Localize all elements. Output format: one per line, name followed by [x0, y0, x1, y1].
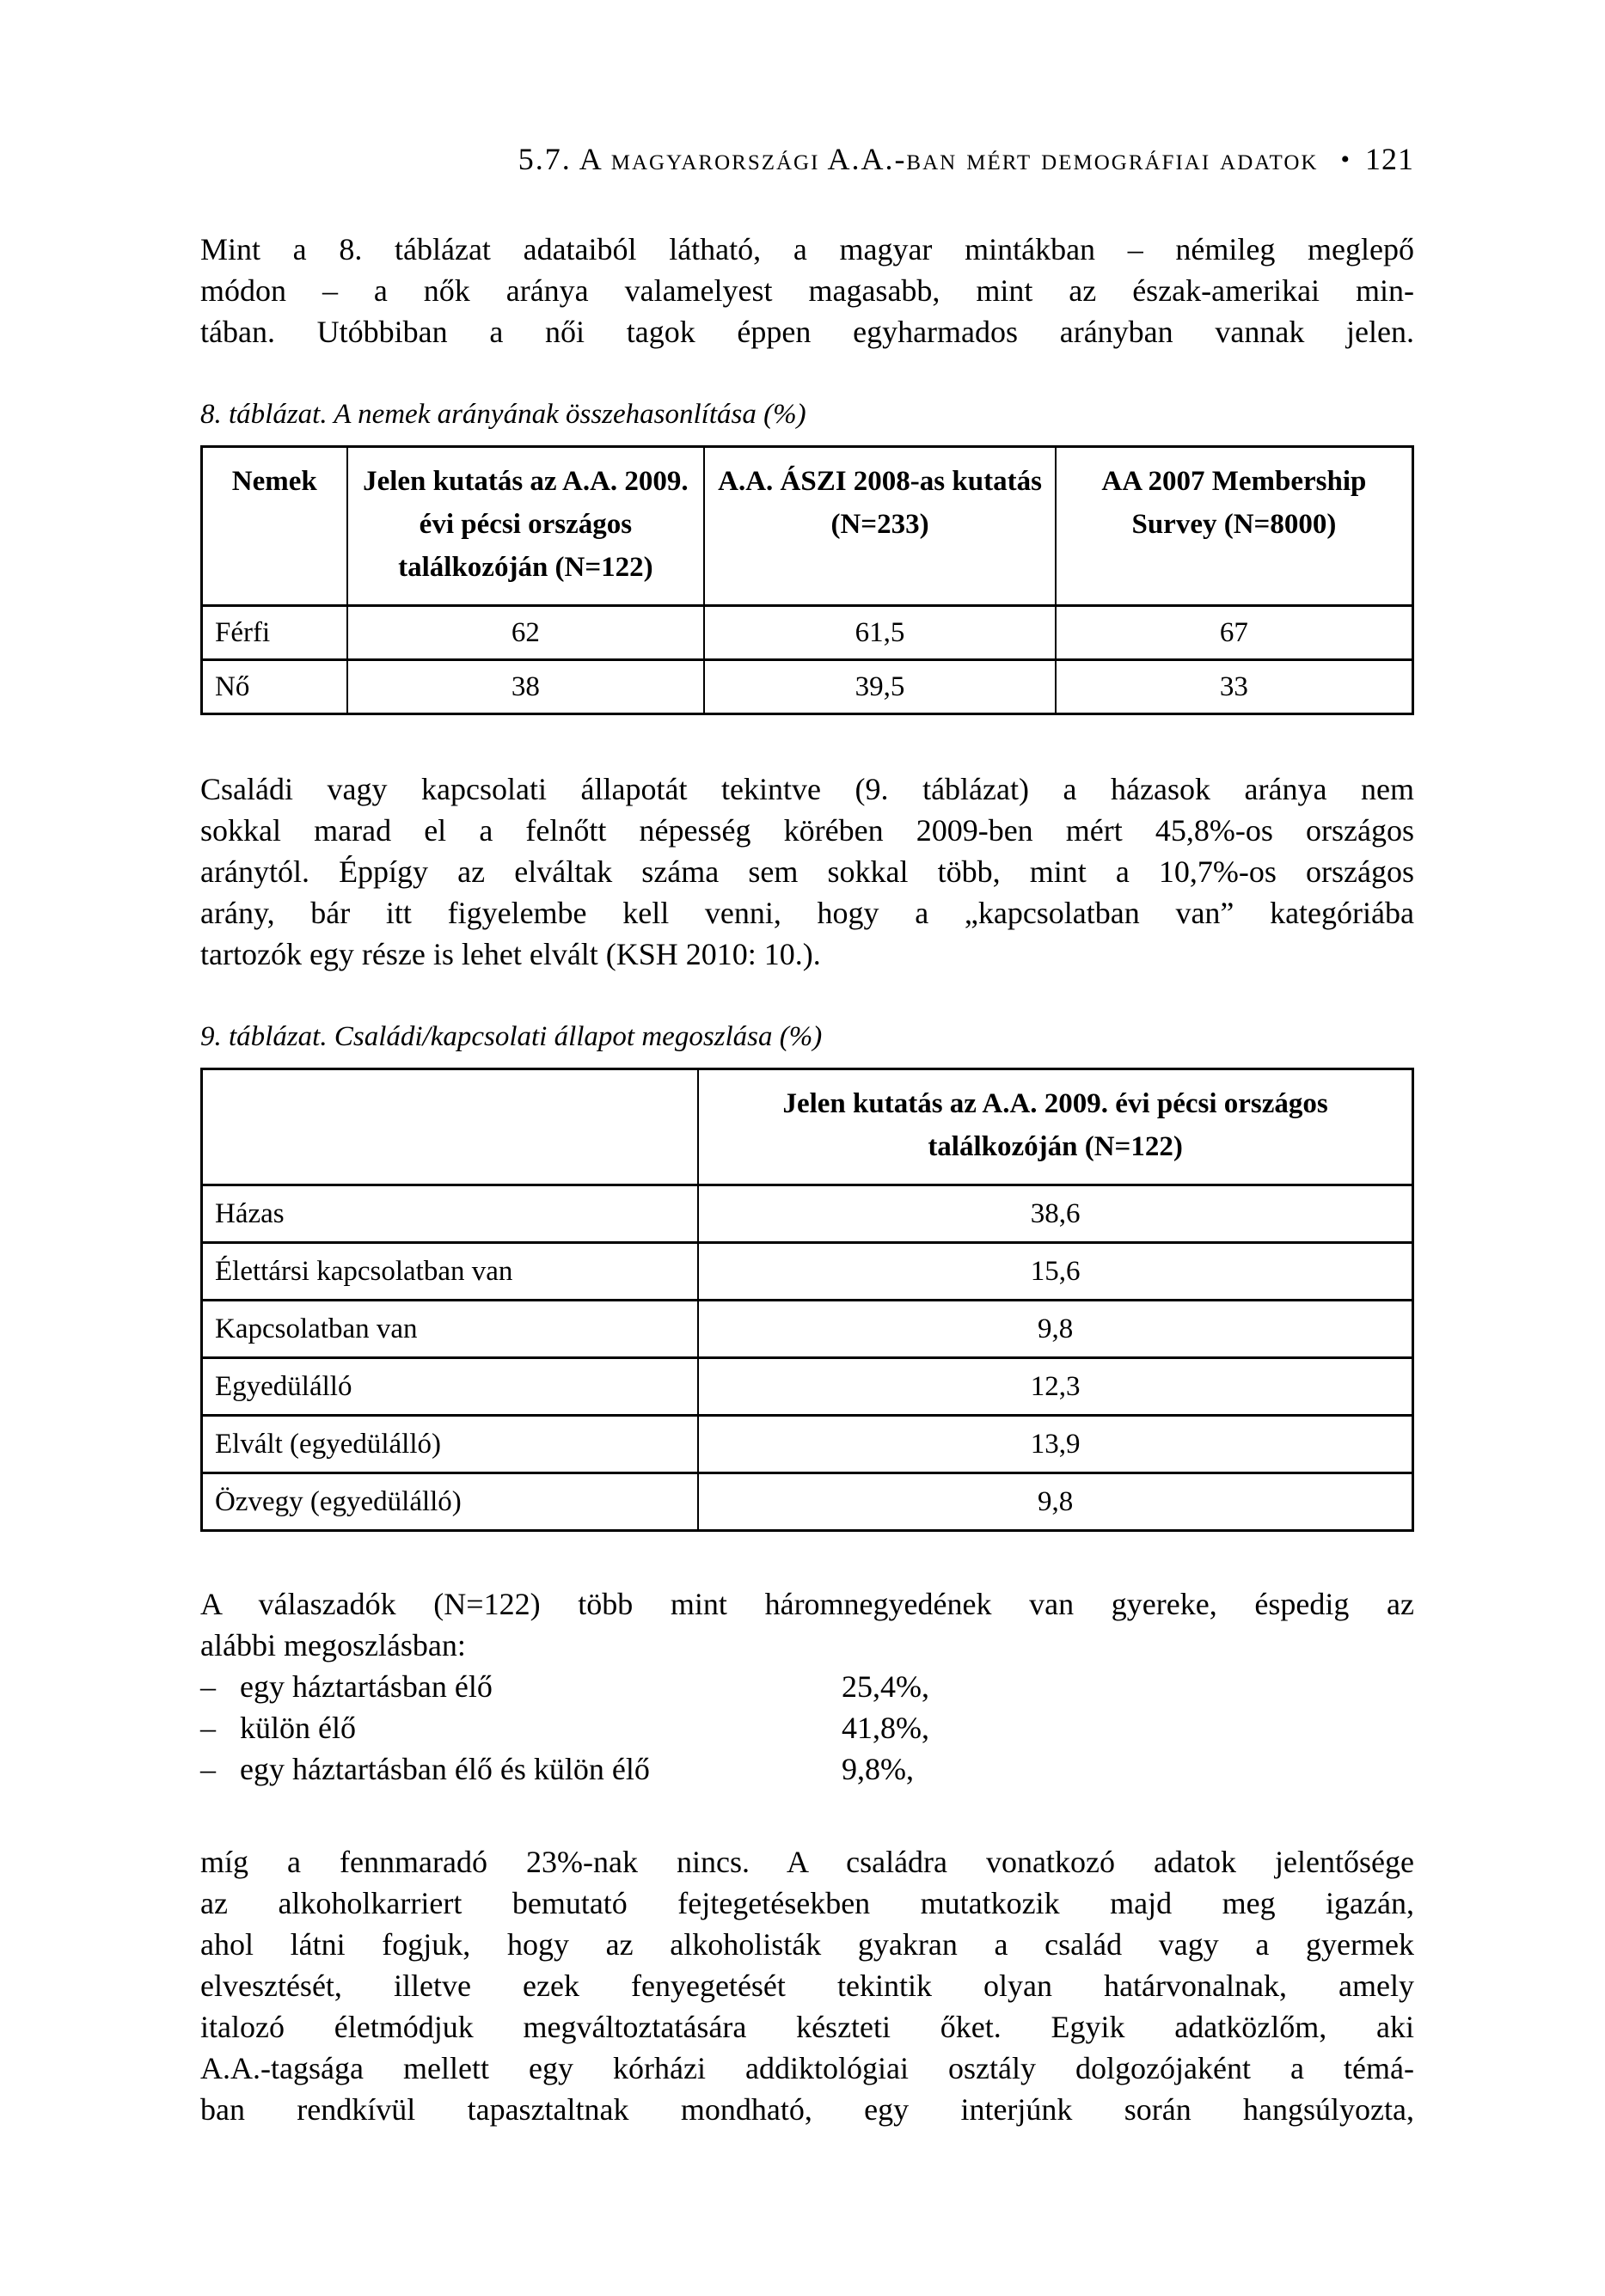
dash-marker: – [200, 1711, 216, 1745]
table-row [202, 1301, 1413, 1358]
table-row [202, 1243, 1413, 1301]
list-item [200, 1707, 1414, 1748]
table-header-row [202, 447, 1413, 606]
row-label: Egyedülálló [202, 1358, 699, 1416]
table-row [202, 606, 1413, 660]
list-item-label: egy háztartásban élő [240, 1669, 493, 1704]
text-line: elvesztését, illetve ezek fenyegetését tekintik olyan határvonalnak, amely [200, 1968, 1414, 2003]
text-line: Családi vagy kapcsolati állapotát tekintve (9. táblázat) a házasok aránya nem [200, 772, 1414, 806]
list-item-value: 9,8%, [842, 1752, 914, 1786]
paragraph-children [200, 1583, 1414, 1666]
row-label: Nő [202, 660, 347, 714]
table-header-row [202, 1069, 1413, 1185]
cell-value: 67 [1056, 606, 1413, 660]
table9-caption: 9. táblázat. Családi/kapcsolati állapot megoszlása (%) [200, 1021, 823, 1052]
list-item-value: 41,8%, [842, 1711, 929, 1745]
cell-value: 61,5 [704, 606, 1056, 660]
text-line: alábbi megoszlásban: [200, 1628, 466, 1662]
paragraph-intro [200, 229, 1414, 352]
text-line: ban rendkívül tapasztaltnak mondható, egy interjúnk során hangsúlyozta, [200, 2092, 1414, 2127]
cell-value: 62 [347, 606, 705, 660]
text-line: tartozók egy része is lehet elvált (KSH 2010: 10.). [200, 937, 821, 971]
list-item-label: egy háztartásban élő és külön élő [240, 1752, 650, 1786]
text-line: sokkal marad el a felnőtt népesség körében 2009-ben mért 45,8%-os országos [200, 813, 1414, 848]
cell-value: 9,8 [698, 1473, 1412, 1531]
header-cell-nemek: Nemek [202, 447, 347, 606]
gender-comparison-table [200, 445, 1414, 715]
table-row [202, 1473, 1413, 1531]
table-row [202, 1416, 1413, 1473]
text-line: az alkoholkarriert bemutató fejtegetésekben mutatkozik majd meg igazán, [200, 1886, 1414, 1920]
page-number: 121 [1365, 142, 1414, 176]
row-label: Házas [202, 1185, 699, 1243]
row-label: Elvált (egyedülálló) [202, 1416, 699, 1473]
row-label: Férfi [202, 606, 347, 660]
row-label: Kapcsolatban van [202, 1301, 699, 1358]
text-line: A.A.-tagsága mellett egy kórházi addiktológiai osztály dolgozójaként a témá- [200, 2051, 1414, 2085]
cell-value: 15,6 [698, 1243, 1412, 1301]
paragraph-marital [200, 768, 1414, 975]
list-item-value: 25,4%, [842, 1669, 929, 1704]
marital-status-table [200, 1068, 1414, 1532]
row-label: Özvegy (egyedülálló) [202, 1473, 699, 1531]
header-bullet: • [1340, 145, 1350, 174]
text-line: ahol látni fogjuk, hogy az alkoholisták gyakran a család vagy a gyermek [200, 1927, 1414, 1962]
header-cell-jelen-kutatas: Jelen kutatás az A.A. 2009. évi pécsi országos találkozóján (N=122) [698, 1069, 1412, 1185]
text-line: Mint a 8. táblázat adataiból látható, a magyar mintákban – némileg meglepő [200, 232, 1414, 266]
cell-value: 9,8 [698, 1301, 1412, 1358]
dash-marker: – [200, 1669, 216, 1704]
header-cell-aszi: A.A. ÁSZI 2008-as kutatás (N=233) [704, 447, 1056, 606]
table-row [202, 1185, 1413, 1243]
table-row [202, 660, 1413, 714]
text-line: módon – a nők aránya valamelyest magasabb, mint az észak-amerikai min- [200, 273, 1414, 308]
text-line: arány, bár itt figyelembe kell venni, hogy a „kapcsolatban van” kategóriába [200, 896, 1414, 930]
chapter-title: 5.7. A magyarországi A.A.-ban mért demográfiai adatok [518, 142, 1319, 176]
text-line: italozó életmódjuk megváltoztatására készteti őket. Egyik adatközlőm, aki [200, 2010, 1414, 2044]
cell-value: 12,3 [698, 1358, 1412, 1416]
text-line: tában. Utóbbiban a női tagok éppen egyharmados arányban vannak jelen. [200, 315, 1414, 349]
running-header [200, 142, 1414, 177]
children-distribution-list [200, 1666, 1414, 1790]
table8-caption: 8. táblázat. A nemek arányának összehasonlítása (%) [200, 399, 806, 430]
list-item [200, 1666, 1414, 1707]
text-line: A válaszadók (N=122) több mint háromnegyedének van gyereke, éspedig az [200, 1587, 1414, 1621]
cell-value: 39,5 [704, 660, 1056, 714]
header-cell-jelen-kutatas: Jelen kutatás az A.A. 2009. évi pécsi országos találkozóján (N=122) [347, 447, 705, 606]
dash-marker: – [200, 1752, 216, 1786]
cell-value: 13,9 [698, 1416, 1412, 1473]
page-content [200, 142, 1414, 2130]
list-item [200, 1748, 1414, 1790]
list-item-label: külön élő [240, 1711, 356, 1745]
paragraph-family-significance [200, 1841, 1414, 2130]
empty-header-cell [202, 1069, 699, 1185]
cell-value: 38 [347, 660, 705, 714]
table-row [202, 1358, 1413, 1416]
cell-value: 38,6 [698, 1185, 1412, 1243]
header-cell-membership: AA 2007 Membership Survey (N=8000) [1056, 447, 1413, 606]
row-label: Élettársi kapcsolatban van [202, 1243, 699, 1301]
text-line: aránytól. Éppígy az elváltak száma sem sokkal több, mint a 10,7%-os országos [200, 854, 1414, 889]
text-line: míg a fennmaradó 23%-nak nincs. A családra vonatkozó adatok jelentősége [200, 1845, 1414, 1879]
cell-value: 33 [1056, 660, 1413, 714]
